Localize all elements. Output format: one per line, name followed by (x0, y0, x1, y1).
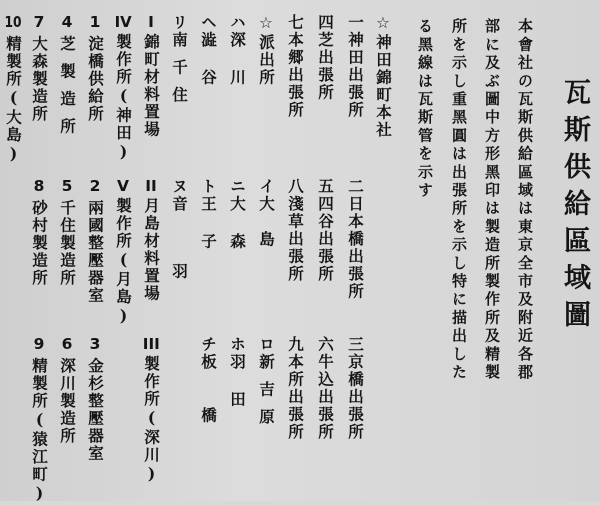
intro-line-1: 本會社の瓦斯供給區域は東京全市及附近各郡 (516, 18, 534, 382)
legend-label: 本郷出張所 (286, 31, 305, 119)
legend-label: 製作所(神田) (114, 33, 133, 163)
legend-entry-num-10 (2, 14, 24, 165)
legend-entry-num-9 (28, 336, 50, 505)
legend-label: 神田出張所 (346, 31, 365, 119)
legend-label: 錦町材料置場 (142, 33, 161, 139)
legend-entry-num-7 (28, 14, 50, 123)
legend-label: 金杉整壓器室 (86, 357, 105, 463)
legend-mark: 二 (346, 178, 364, 196)
legend-entry-num-3 (84, 336, 106, 463)
legend-entry-branch-chi (197, 336, 219, 461)
legend-entry-branch-ro (255, 336, 277, 436)
legend-mark: I (148, 14, 154, 30)
legend-entry-branch-ha (226, 14, 248, 107)
legend-mark: III (142, 336, 160, 352)
legend-mark: 六 (316, 336, 334, 354)
legend-mark: 1 (89, 14, 101, 30)
legend-entry-branch-ri (168, 14, 190, 114)
legend-entry-branch-ni (226, 178, 248, 271)
intro-line-4: る黑線は瓦斯管を示す (416, 18, 434, 200)
legend-mark: ☆ (257, 14, 275, 34)
legend-entry-num-8 (28, 178, 50, 287)
legend-entry-office-2 (344, 178, 366, 301)
legend-mark: リ (170, 14, 188, 32)
legend-mark: 5 (61, 178, 73, 194)
legend-label: 新吉原 (257, 353, 276, 436)
legend-mark: 7 (33, 14, 45, 30)
legend-label: 千住製造所 (58, 199, 77, 287)
legend-label: 月島材料置場 (142, 197, 161, 303)
legend-mark: チ (199, 336, 217, 354)
legend-entry-office-1 (344, 14, 366, 119)
legend-mark: 七 (286, 14, 304, 32)
legend-mark: ニ (228, 178, 246, 196)
legend-entry-num-2 (84, 178, 106, 305)
legend-entry-roman-5 (112, 178, 134, 327)
legend-label: 淺草出張所 (286, 195, 305, 283)
legend-entry-office-5 (314, 178, 336, 283)
legend-entry-branch-to (197, 178, 219, 271)
legend-label: 牛込出張所 (316, 353, 335, 441)
legend-entry-office-3 (344, 336, 366, 441)
legend-label: 音羽 (170, 195, 189, 331)
legend-mark: ヌ (170, 178, 188, 196)
legend-label: 大島 (257, 195, 276, 267)
legend-entry-roman-2 (140, 178, 162, 303)
legend-label: 大森 (228, 195, 247, 271)
legend-entry-branch-i (255, 178, 277, 267)
legend-entry-roman-4 (112, 14, 134, 163)
legend-mark: V (117, 178, 129, 194)
legend-mark: ト (199, 178, 217, 196)
legend-mark: イ (257, 178, 275, 196)
intro-line-2: 部に及ぶ圖中方形黑印は製造所製作所及精製 (483, 18, 501, 382)
legend-mark: IV (114, 14, 132, 30)
legend-entry-branch-nu (168, 178, 190, 331)
legend-label: 京橋出張所 (346, 353, 365, 441)
legend-mark: 6 (61, 336, 73, 352)
legend-label: 精製所(大島) (4, 35, 23, 165)
legend-label: 淀橋供給所 (86, 35, 105, 123)
legend-mark: II (145, 178, 157, 194)
legend-entry-office-8 (284, 178, 306, 283)
legend-entry-branch-office (255, 14, 277, 87)
legend-entry-head-office (372, 14, 394, 139)
legend-mark: ハ (228, 14, 246, 32)
legend-label: 芝出張所 (316, 31, 335, 102)
legend-label: 製作所(深川) (142, 355, 161, 485)
legend-label: 王子 (199, 195, 218, 271)
legend-mark: 2 (89, 178, 101, 194)
legend-entry-num-5 (56, 178, 78, 287)
legend-mark: 八 (286, 178, 304, 196)
legend-mark: 一 (346, 14, 364, 32)
legend-label: 製作所(月島) (114, 197, 133, 327)
legend-entry-roman-1 (140, 14, 162, 139)
legend-entry-num-6 (56, 336, 78, 445)
legend-label: 派出所 (257, 34, 276, 87)
legend-mark: 五 (316, 178, 334, 196)
legend-label: 板橋 (199, 353, 218, 461)
legend-label: 澁谷 (199, 31, 218, 107)
legend-label: 四谷出張所 (316, 195, 335, 283)
legend-mark: ホ (228, 336, 246, 354)
legend-label: 精製所(猿江町) (30, 357, 49, 505)
legend-label: 深川 (228, 31, 247, 107)
legend-mark: ☆ (374, 14, 392, 34)
legend-mark: ロ (257, 336, 275, 354)
legend-label: 日本橋出張所 (346, 195, 365, 301)
legend-entry-num-4 (56, 14, 78, 146)
legend-mark: ヘ (199, 14, 217, 32)
legend-entry-roman-3 (140, 336, 162, 485)
intro-line-3: 所を示し重黑圓は出張所を示し特に描出した (450, 18, 468, 382)
legend-label: 芝製造所 (58, 35, 77, 146)
legend-mark: 8 (33, 178, 45, 194)
legend-entry-branch-ho (226, 336, 248, 429)
page-title: 瓦斯供給區域圖 (559, 78, 590, 337)
legend-entry-office-6 (314, 336, 336, 441)
legend-label: 神田錦町本社 (374, 34, 393, 139)
legend-label: 砂村製造所 (30, 199, 49, 287)
legend-entry-office-4 (314, 14, 336, 102)
legend-entry-office-7 (284, 14, 306, 119)
legend-label: 南千住 (170, 31, 189, 114)
legend-mark: 四 (316, 14, 334, 32)
legend-mark: 9 (33, 336, 45, 352)
legend-mark: 4 (61, 14, 73, 30)
legend-label: 羽田 (228, 353, 247, 429)
legend-entry-branch-he (197, 14, 219, 107)
legend-label: 大森製造所 (30, 35, 49, 123)
legend-mark: 10 (4, 14, 22, 30)
legend-label: 深川製造所 (58, 357, 77, 445)
legend-label: 兩國整壓器室 (86, 199, 105, 305)
legend-entry-office-9 (284, 336, 306, 441)
legend-mark: 三 (346, 336, 364, 354)
legend-entry-num-1 (84, 14, 106, 123)
legend-label: 本所出張所 (286, 353, 305, 441)
legend-mark: 3 (89, 336, 101, 352)
legend-mark: 九 (286, 336, 304, 354)
